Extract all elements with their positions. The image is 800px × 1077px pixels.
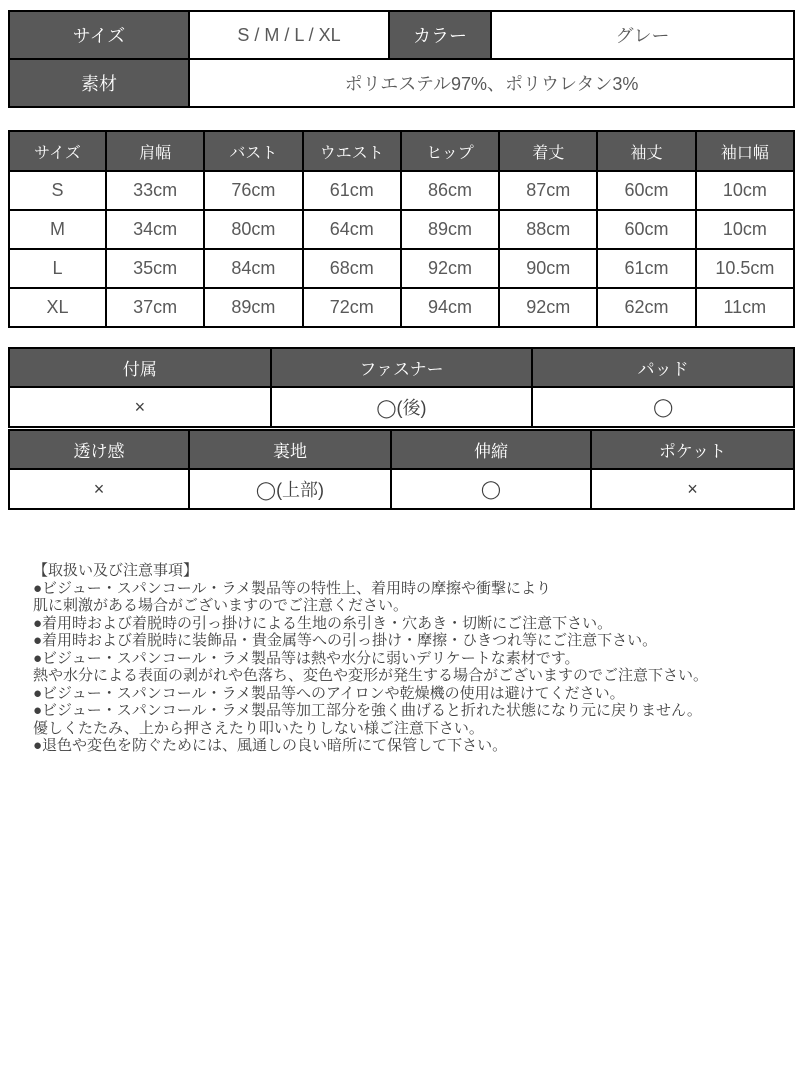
table-row (9, 288, 794, 327)
size-label: サイズ (9, 11, 189, 59)
lining-value: ◯(上部) (189, 469, 391, 509)
care-note-line: 熱や水分による表面の剥がれや色落ち、変色や変形が発生する場合がございますのでご注意下さい。 (33, 667, 709, 684)
size-col-header: サイズ (9, 131, 106, 171)
size-s-shoulder: 33cm (106, 171, 204, 210)
size-xl-sleeve: 62cm (597, 288, 695, 327)
care-notes (33, 562, 783, 755)
size-s-label: S (9, 171, 106, 210)
shoulder-col-header: 肩幅 (106, 131, 204, 171)
care-note-line: ●ビジュー・スパンコール・ラメ製品等の特性上、着用時の摩擦や衝撃により (33, 579, 552, 597)
fastener-header: ファスナー (271, 348, 533, 387)
pad-value: ◯ (532, 387, 794, 427)
spec1-value-row (9, 387, 794, 427)
size-l-label: L (9, 249, 106, 288)
spec2-value-row (9, 469, 794, 509)
sheerness-value: × (9, 469, 189, 509)
table-row (9, 171, 794, 210)
size-table-header-row (9, 131, 794, 171)
care-note-line: 肌に刺激がある場合がございますのでご注意ください。 (33, 597, 409, 614)
pocket-value: × (591, 469, 794, 509)
waist-col-header: ウエスト (303, 131, 401, 171)
sheerness-header: 透け感 (9, 430, 189, 469)
size-m-cuff: 10cm (696, 210, 794, 249)
size-xl-shoulder: 37cm (106, 288, 204, 327)
size-l-length: 90cm (499, 249, 597, 288)
care-note-line: ●ビジュー・スパンコール・ラメ製品等加工部分を強く曲げると折れた状態になり元に戻りません。 (33, 702, 702, 719)
care-note-line: ●退色や変色を防ぐためには、風通しの良い暗所にて保管して下さい。 (33, 737, 508, 754)
sleeve-col-header: 袖丈 (597, 131, 695, 171)
size-m-label: M (9, 210, 106, 249)
table-row (9, 210, 794, 249)
size-xl-cuff: 11cm (696, 288, 794, 327)
spec1-header-row (9, 348, 794, 387)
size-l-bust: 84cm (204, 249, 302, 288)
size-xl-bust: 89cm (204, 288, 302, 327)
size-m-bust: 80cm (204, 210, 302, 249)
size-xl-waist: 72cm (303, 288, 401, 327)
size-xl-label: XL (9, 288, 106, 327)
stretch-header: 伸縮 (391, 430, 591, 469)
size-s-length: 87cm (499, 171, 597, 210)
spec-table-details (8, 429, 795, 510)
size-s-sleeve: 60cm (597, 171, 695, 210)
summary-row-size-color (9, 11, 794, 59)
pad-header: パッド (532, 348, 794, 387)
size-xl-hip: 94cm (401, 288, 499, 327)
size-m-length: 88cm (499, 210, 597, 249)
size-s-hip: 86cm (401, 171, 499, 210)
size-l-sleeve: 61cm (597, 249, 695, 288)
lining-header: 裏地 (189, 430, 391, 469)
care-note-line: 優しくたたみ、上から押さえたり叩いたりしない様ご注意下さい。 (33, 719, 484, 737)
size-l-waist: 68cm (303, 249, 401, 288)
length-col-header: 着丈 (499, 131, 597, 171)
size-m-sleeve: 60cm (597, 210, 695, 249)
material-label: 素材 (9, 59, 189, 107)
bust-col-header: バスト (204, 131, 302, 171)
size-l-hip: 92cm (401, 249, 499, 288)
table-row (9, 249, 794, 288)
summary-table (8, 10, 795, 108)
size-m-hip: 89cm (401, 210, 499, 249)
stretch-value: ◯ (391, 469, 591, 509)
hip-col-header: ヒップ (401, 131, 499, 171)
size-value: S / M / L / XL (189, 11, 389, 59)
color-value: グレー (491, 11, 794, 59)
care-note-line: ●ビジュー・スパンコール・ラメ製品等へのアイロンや乾燥機の使用は避けてください。 (33, 684, 625, 702)
attachment-value: × (9, 387, 271, 427)
size-l-shoulder: 35cm (106, 249, 204, 288)
material-value: ポリエステル97%、ポリウレタン3% (189, 59, 794, 107)
size-measurement-table (8, 130, 795, 328)
size-s-cuff: 10cm (696, 171, 794, 210)
spec-table-accessories (8, 347, 795, 428)
product-spec-page (0, 10, 800, 1077)
care-note-line: ●ビジュー・スパンコール・ラメ製品等は熱や水分に弱いデリケートな素材です。 (33, 649, 580, 667)
spec2-header-row (9, 430, 794, 469)
care-note-line: ●着用時および着脱時の引っ掛けによる生地の糸引き・穴あき・切断にご注意下さい。 (33, 614, 613, 632)
size-m-waist: 64cm (303, 210, 401, 249)
size-m-shoulder: 34cm (106, 210, 204, 249)
fastener-value: ◯(後) (271, 387, 533, 427)
attachment-header: 付属 (9, 348, 271, 387)
size-xl-length: 92cm (499, 288, 597, 327)
color-label: カラー (389, 11, 491, 59)
care-note-line: ●着用時および着脱時に装飾品・貴金属等への引っ掛け・摩擦・ひきつれ等にご注意下さい。 (33, 632, 658, 649)
size-s-bust: 76cm (204, 171, 302, 210)
care-notes-title: 【取扱い及び注意事項】 (33, 562, 199, 579)
summary-row-material (9, 59, 794, 107)
size-l-cuff: 10.5cm (696, 249, 794, 288)
pocket-header: ポケット (591, 430, 794, 469)
size-s-waist: 61cm (303, 171, 401, 210)
cuff-col-header: 袖口幅 (696, 131, 794, 171)
